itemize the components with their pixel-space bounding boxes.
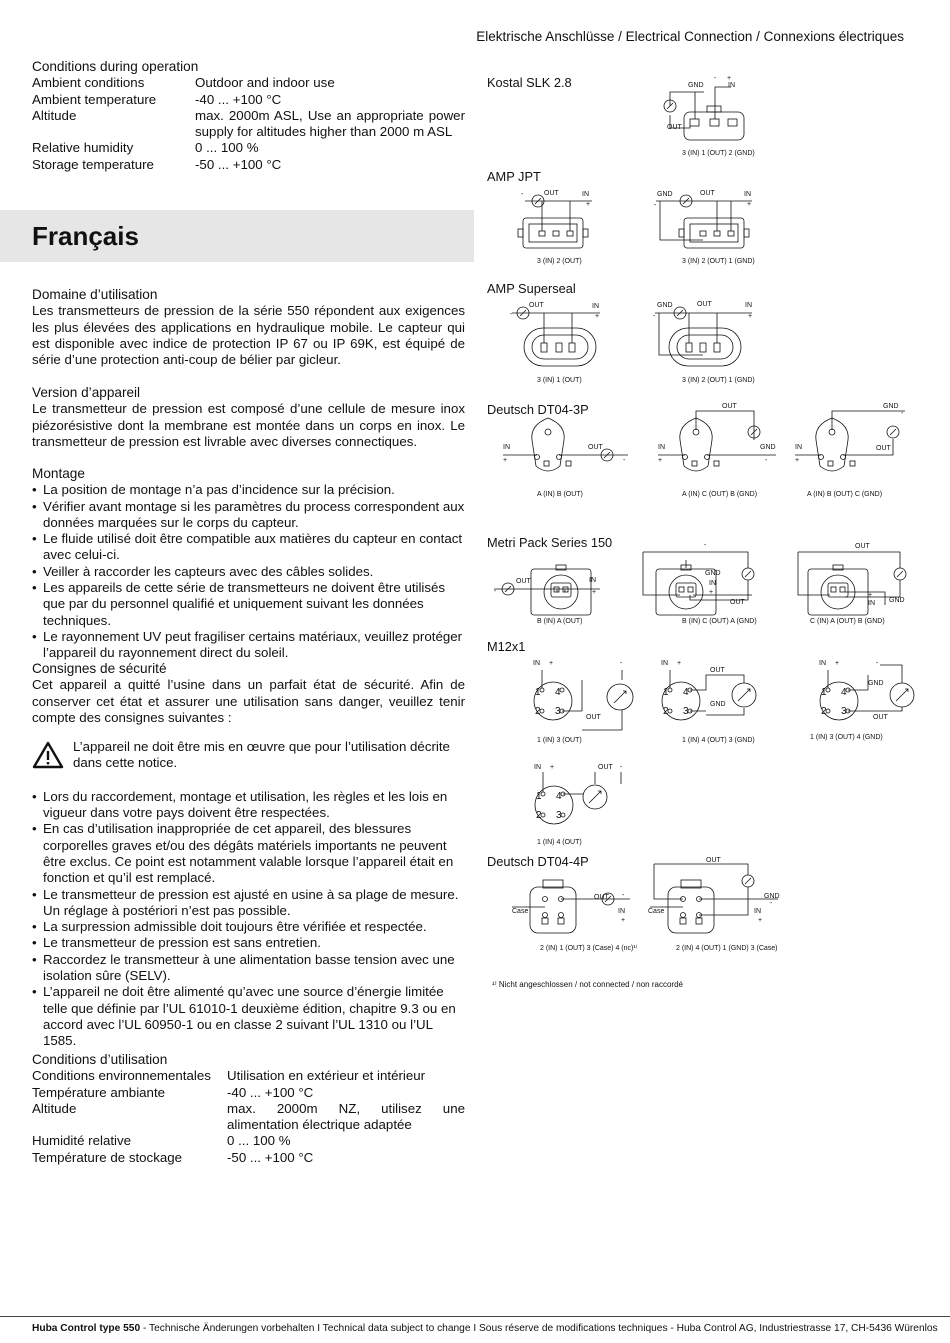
label-deutsch-4p: Deutsch DT04-4P [487, 854, 589, 869]
domaine-text: Les transmetteurs de pression de la série 550 répondent aux exigences les plus élevées des applications en hydraulique mobile. Le capteur qui est disponible avec indice de protection IP 67 ou IP 69K, est équipé de série d’une protection anti-coup de bélier par gicleur. [32, 303, 465, 368]
diagram-label: OUT [710, 667, 725, 674]
amp-jpt-diagram-a [518, 195, 592, 248]
diagram-label: IN [795, 444, 802, 451]
operation-title: Conditions during operation [32, 59, 199, 74]
diagram-label: 1 [536, 791, 542, 802]
list-item: • Les appareils de cette série de transmetteurs ne doivent être utilisés que par du personnel qualifié et uniquement suivant les données techniques. [32, 580, 465, 629]
list-item: • La surpression admissible doit toujours être vérifiée et respectée. [32, 919, 465, 935]
row-value: -40 ... +100 °C [195, 91, 282, 107]
page-footer [32, 1323, 938, 1334]
amp-superseal-diagram-b [655, 307, 752, 366]
diagram-label: 3 (IN) 1 (OUT) [537, 377, 582, 384]
page-header: Elektrische Anschlüsse / Electrical Connection / Connexions électriques [476, 29, 904, 44]
row-value: Utilisation en extérieur et intérieur [227, 1068, 426, 1084]
diagram-label: 1 (IN) 4 (OUT) 3 (GND) [682, 737, 755, 744]
label-amp-jpt: AMP JPT [487, 169, 541, 184]
label-amp-superseal: AMP Superseal [487, 281, 576, 296]
diagram-label: OUT [594, 894, 609, 901]
diagram-label: 1 (IN) 4 (OUT) [537, 839, 582, 846]
diagram-label: OUT [876, 445, 891, 452]
row-value: 0 ... 100 % [195, 140, 259, 156]
diagram-label: 2 [535, 706, 541, 717]
diagram-label: IN [589, 577, 596, 584]
list-item: • Lors du raccordement, montage et utilisation, les règles et les lois en vigueur dans votre pays doivent être respectées. [32, 789, 465, 822]
m12-diagram-a [534, 670, 633, 730]
diagram-label: + [795, 457, 800, 464]
securite-title: Consignes de sécurité [32, 661, 167, 676]
diagram-label: 3 (IN) 2 (OUT) 1 (GND) [682, 258, 755, 265]
diagram-label: IN [592, 303, 599, 310]
diagram-label: + [758, 917, 763, 924]
diagram-label: 4 [841, 687, 847, 698]
kostal-diagram [664, 87, 744, 140]
row-key: Altitude [32, 107, 77, 123]
diagram-label: C (IN) A (OUT) B (GND) [810, 618, 885, 625]
row-value: -50 ... +100 °C [195, 156, 282, 172]
diagram-label: + [592, 589, 597, 596]
diagram-label: 1 (IN) 3 (OUT) 4 (GND) [810, 734, 883, 741]
diagram-label: IN [819, 660, 826, 667]
diagram-label: + [727, 75, 732, 82]
diagram-label: 4 [555, 687, 561, 698]
label-m12: M12x1 [487, 639, 526, 654]
diagram-label: - [620, 660, 623, 667]
diagram-label: 1 [821, 687, 827, 698]
amp-jpt-diagram-b [656, 195, 752, 248]
utilisation-section [32, 1052, 465, 1166]
diagram-label: 2 [536, 810, 542, 821]
diagram-label: + [549, 660, 554, 667]
diagram-label: - [901, 410, 904, 417]
diagram-label: OUT [588, 444, 603, 451]
m12-diagram-b [662, 670, 756, 720]
footer-brand: Huba Control type 550 [32, 1323, 141, 1334]
diagram-label: OUT [529, 302, 544, 309]
diagram-label: IN [534, 764, 541, 771]
table-row [32, 1133, 465, 1149]
diagram-label: IN [728, 82, 735, 89]
diagram-label: 4 [556, 791, 562, 802]
list-item: • Le transmetteur de pression est ajusté en usine à sa plage de mesure. Un réglage à postériori n’est pas possible. [32, 887, 465, 920]
diagram-label: + [747, 201, 752, 208]
metri-pack-diagram-c [798, 552, 906, 615]
diagram-label: - [770, 900, 773, 907]
row-key: Ambient conditions [32, 75, 145, 91]
diagram-label: + [595, 313, 600, 320]
diagram-label: GND [760, 444, 776, 451]
montage-title: Montage [32, 466, 85, 481]
diagram-label: OUT [598, 764, 613, 771]
list-item: • Le transmetteur de pression est sans entretien. [32, 935, 465, 951]
diagram-label: - [765, 457, 768, 464]
row-value: -50 ... +100 °C [227, 1149, 314, 1165]
label-kostal: Kostal SLK 2.8 [487, 75, 572, 90]
diagram-label: - [623, 457, 626, 464]
list-item: • Veiller à raccorder les capteurs avec des câbles solides. [32, 564, 465, 580]
diagram-label: 1 [535, 687, 541, 698]
row-value: -40 ... +100 °C [227, 1084, 314, 1100]
diagram-label: IN [868, 600, 875, 607]
diagram-label: OUT [722, 403, 737, 410]
diagram-label: IN [533, 660, 540, 667]
diagram-label: + [868, 592, 873, 599]
diagram-label: IN [503, 444, 510, 451]
m12-diagram-d [535, 772, 621, 824]
deutsch-4p-diagram-a [512, 880, 630, 933]
diagram-label: - [510, 311, 513, 318]
diagram-label: OUT [516, 578, 531, 585]
diagram-label: IN [744, 191, 751, 198]
diagram-label: IN [754, 908, 761, 915]
diagram-label: + [709, 589, 714, 596]
table-row [32, 1150, 465, 1166]
diagram-label: GND [705, 570, 721, 577]
domaine-title: Domaine d’utilisation [32, 287, 158, 302]
row-key: Relative humidity [32, 140, 134, 156]
language-title: Français [32, 221, 139, 251]
row-key: Humidité relative [32, 1133, 132, 1149]
diagram-label: - [620, 764, 623, 771]
list-item: • La position de montage n’a pas d’incidence sur la précision. [32, 482, 465, 498]
diagram-label: - [714, 75, 717, 82]
list-item: • Le rayonnement UV peut fragiliser certains matériaux, veuillez protéger l’appareil du rayonnement direct du soleil. [32, 629, 465, 662]
row-key: Température de stockage [32, 1149, 183, 1165]
label-metri-pack: Metri Pack Series 150 [487, 535, 613, 550]
diagram-label: IN [618, 908, 625, 915]
diagram-text [494, 75, 905, 952]
securite-text: Cet appareil a quitté l’usine dans un parfait état de sécurité. Afin de conserver cet état et assurer une utilisation sans danger, veuillez tenir compte des consignes suivantes : [32, 677, 465, 725]
diagram-label: 3 (IN) 1 (OUT) 2 (GND) [682, 150, 755, 157]
utilisation-title: Conditions d’utilisation [32, 1052, 168, 1067]
diagram-label: OUT [873, 714, 888, 721]
diagram-label: + [658, 457, 663, 464]
diagram-label: GND [657, 191, 673, 198]
list-item: • Le fluide utilisé doit être compatible aux matières du capteur en contact avec celui-ci. [32, 531, 465, 564]
row-key: Conditions environnementales [32, 1068, 211, 1084]
diagram-label: 3 [555, 706, 561, 717]
row-key: Storage temperature [32, 156, 154, 172]
list-item: • Raccordez le transmetteur à une alimentation basse tension avec une isolation sûre (SELV). [32, 952, 465, 985]
list-item: • Vérifier avant montage si les paramètres du process correspondent aux données marquées sur le corps du capteur. [32, 499, 465, 532]
table-row [32, 1068, 465, 1084]
utilisation-table [32, 1068, 465, 1166]
diagram-label: 2 (IN) 1 (OUT) 3 (Case) 4 (nc)¹⁾ [540, 945, 638, 952]
diagram-label: 4 [683, 687, 689, 698]
diagram-label: Case [512, 908, 529, 915]
diagram-label: GND [868, 680, 884, 687]
diagram-label: 3 [556, 810, 562, 821]
version-text: Le transmetteur de pression est composé d’une cellule de mesure inox piézorésistive dont la membrane est montée dans un corps en inox. Le transmetteur de pression est livrable avec diverses connectiques. [32, 401, 465, 449]
footer-rule [0, 1316, 950, 1317]
diagram-label: GND [710, 701, 726, 708]
amp-superseal-diagram-a [512, 307, 600, 366]
diagram-label: OUT [586, 714, 601, 721]
diagram-label: OUT [667, 124, 682, 131]
deutsch-3p-diagram-a [503, 418, 628, 471]
diagram-label: 3 (IN) 2 (OUT) 1 (GND) [682, 377, 755, 384]
diagram-label: + [835, 660, 840, 667]
diagram-label: + [677, 660, 682, 667]
diagram-label: GND [889, 597, 905, 604]
diagram-label: OUT [700, 190, 715, 197]
version-title: Version d’appareil [32, 385, 141, 400]
diagram-label: - [654, 202, 657, 209]
diagram-label: A (IN) B (OUT) [537, 491, 583, 498]
diagram-label: GND [883, 403, 899, 410]
row-key: Altitude [32, 1100, 77, 1116]
diagram-label: + [748, 313, 753, 320]
diagram-label: + [621, 917, 626, 924]
diagram-label: A (IN) C (OUT) B (GND) [682, 491, 758, 498]
deutsch-3p-diagram-c [795, 411, 905, 471]
footnote: ¹⁾ Nicht angeschlossen / not connected / non raccordé [492, 980, 683, 989]
diagram-label: - [622, 892, 625, 899]
diagram-label: - [876, 660, 879, 667]
metri-pack-diagram-a [494, 565, 600, 615]
diagram-label: 3 [841, 706, 847, 717]
diagram-label: IN [745, 302, 752, 309]
m12-diagram-c [820, 665, 914, 720]
diagram-label: OUT [706, 857, 721, 864]
diagram-label: IN [661, 660, 668, 667]
diagram-label: + [550, 764, 555, 771]
table-row [32, 1085, 465, 1101]
diagram-label: OUT [855, 543, 870, 550]
diagram-label: 2 [663, 706, 669, 717]
diagram-label: 3 (IN) 2 (OUT) [537, 258, 582, 265]
deutsch-3p-diagram-b [658, 411, 776, 471]
diagram-label: OUT [730, 599, 745, 606]
diagram-label: IN [658, 444, 665, 451]
table-row [32, 1101, 465, 1134]
diagram-label: GND [688, 82, 704, 89]
footer-text: - Technische Änderungen vorbehalten I Technical data subject to change I Sous réserve de modifications techniques - Huba Control AG, Industriestrasse 17, CH-5436 Würenlos [140, 1323, 938, 1334]
row-value: Outdoor and indoor use [195, 75, 335, 91]
diagram-label: IN [709, 580, 716, 587]
diagram-label: + [586, 201, 591, 208]
diagram-label: - [521, 191, 524, 198]
row-key: Ambient temperature [32, 91, 157, 107]
diagram-label: - [494, 588, 497, 595]
diagram-label: 2 (IN) 4 (OUT) 1 (GND) 3 (Case) [676, 945, 778, 952]
row-value: max. 2000m ASL, Use an appropriate power supply for altitudes higher than 2000 m ASL [195, 107, 465, 140]
diagram-label: 2 [821, 706, 827, 717]
diagram-label: Case [648, 908, 665, 915]
diagram-label: IN [582, 191, 589, 198]
diagram-label: 1 [663, 687, 669, 698]
list-item: • L’appareil ne doit être alimenté qu’avec une source d’énergie limitée telle que définie par l’UL 61010-1 deuxième édition, chapitre 9.3 ou en accord avec l’UL 60950-1 ou en classe 2 suivant l’UL 1310 ou l’UL 1585. [32, 984, 465, 1049]
diagram-label: B (IN) A (OUT) [537, 618, 583, 625]
diagram-label: GND [657, 302, 673, 309]
diagram-label: 3 [683, 706, 689, 717]
diagram-label: OUT [544, 190, 559, 197]
diagram-label: 1 (IN) 3 (OUT) [537, 737, 582, 744]
diagram-label: A (IN) B (OUT) C (GND) [807, 491, 883, 498]
diagram-label: - [704, 542, 707, 549]
label-deutsch-3p: Deutsch DT04-3P [487, 402, 589, 417]
diagram-label: - [653, 313, 656, 320]
row-value: max. 2000m NZ, utilisez une alimentation électrique adaptée [227, 1100, 465, 1133]
diagram-label: OUT [697, 301, 712, 308]
row-value: 0 ... 100 % [227, 1133, 291, 1149]
diagram-label: GND [764, 893, 780, 900]
list-item: • En cas d’utilisation inappropriée de cet appareil, des blessures corporelles graves et/ou des dégâts matériels importants ne peuvent être exclus. Ce point est notamment valable lorsque l’appareil était en fonction et qu’il est remplacé. [32, 821, 465, 886]
diagram-label: + [503, 457, 508, 464]
warning-text: L’appareil ne doit être mis en œuvre que pour l’utilisation décrite dans cette notice. [73, 739, 450, 771]
diagram-label: B (IN) C (OUT) A (GND) [682, 618, 757, 625]
row-key: Température ambiante [32, 1084, 166, 1100]
